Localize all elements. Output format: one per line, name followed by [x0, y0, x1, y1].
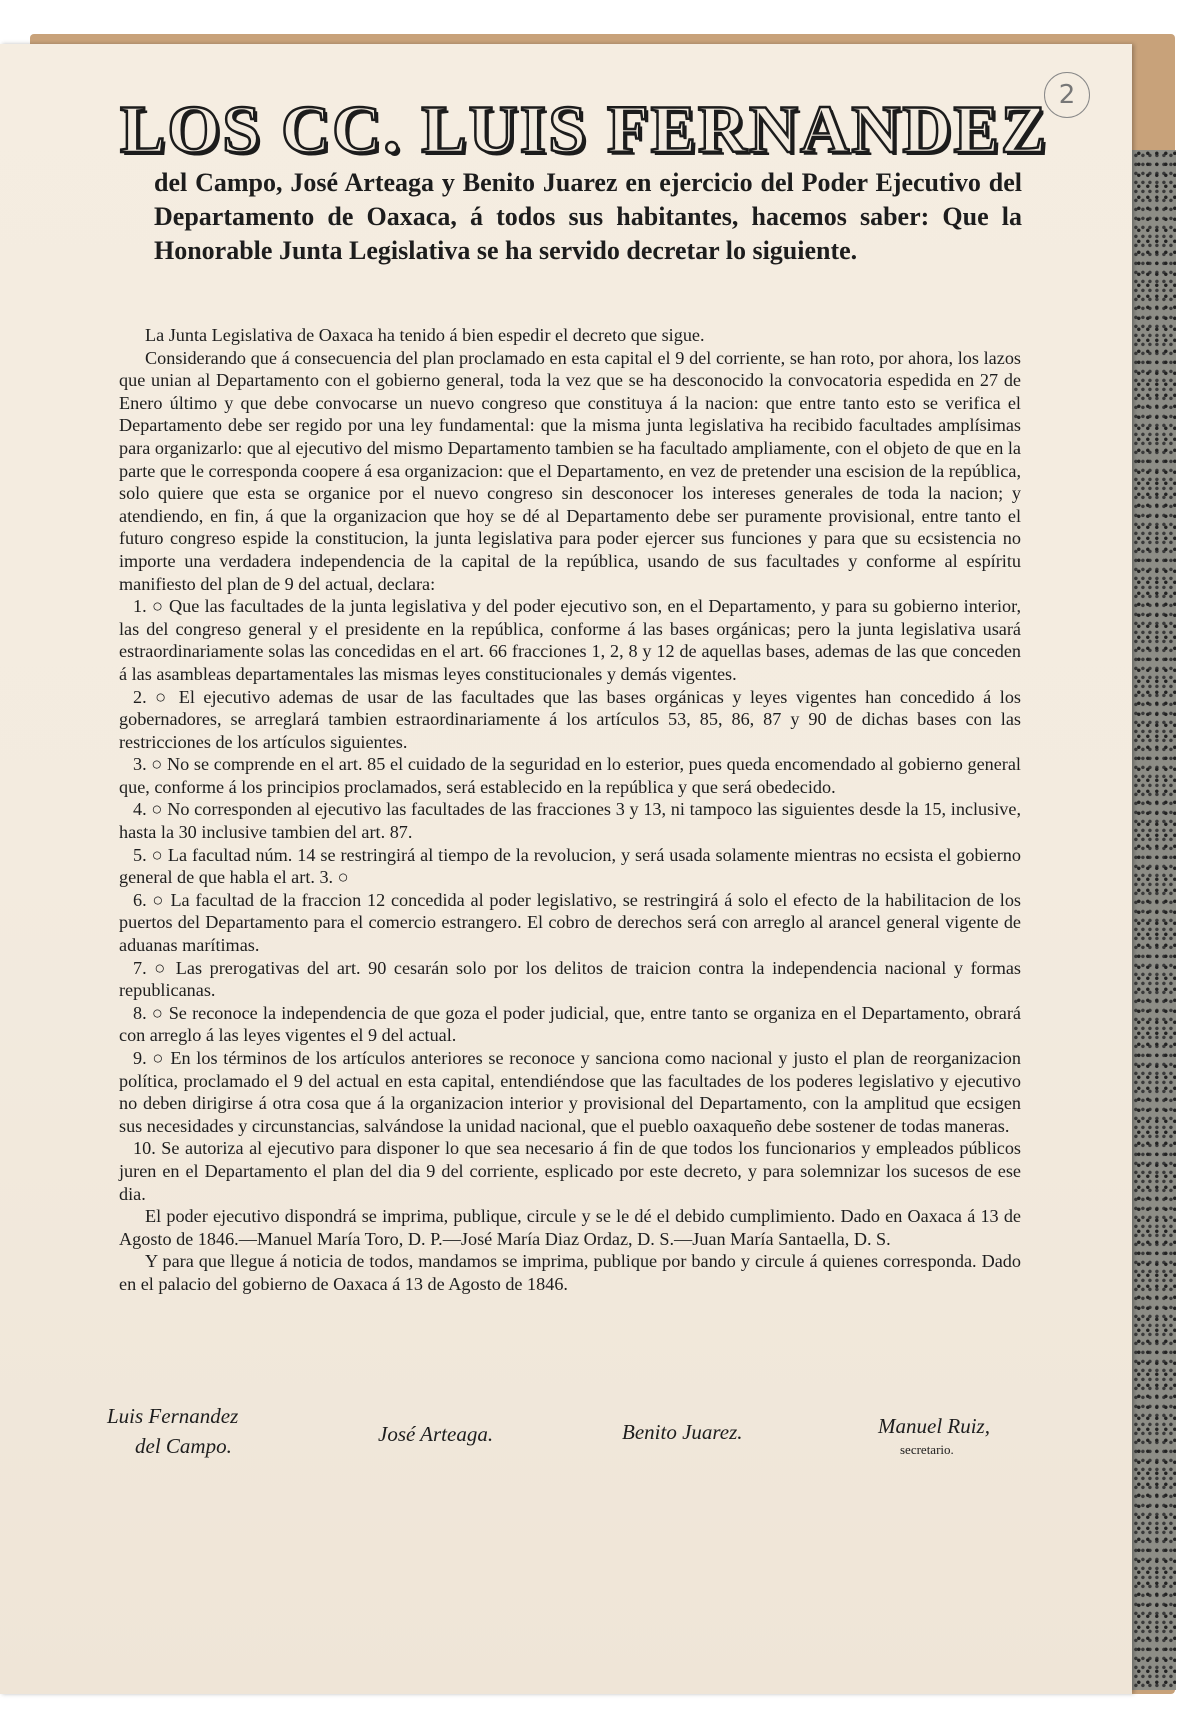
article-1: 1. ○ Que las facultades de la junta legislativa y del poder ejecutivo son, en el Departamento, y para su gobierno interior, las del congreso general y el presidente en la república, conforme á las bases orgánicas; pero la junta legislativa usará estraordinariamente solas las concedidas en el art. 66 fracciones 1, 2, 8 y 12 de aquellas bases, ademas de las que conceden á las asambleas departamentales las mismas leyes constitucionales y demás vigentes.: [119, 596, 1021, 684]
article-5: 5. ○ La facultad núm. 14 se restringirá al tiempo de la revolucion, y será usada solamente mientras no ecsista el gobierno general de que habla el art. 3. ○: [119, 844, 1021, 888]
signature-ruiz-role: secretario.: [900, 1442, 954, 1457]
article-4: 4. ○ No corresponden al ejecutivo las facultades de las fracciones 3 y 13, ni tampoco las siguientes desde la 15, inclusive, hasta la 30 inclusive tambien del art. 87.: [119, 799, 1021, 843]
decree-paragraph: Considerando que á consecuencia del plan proclamado en esta capital el 9 del corriente, se han roto, por ahora, los lazos que unian al Departamento con el gobierno general, toda la vez que se ha desconocido la convocatoria espedida en 27 de Enero último y que debe convocarse un nuevo congreso que constituya á la nacion: que entre tanto esto se verifica el Departamento debe ser regido por una ley fundamental: que la misma junta legislativa ha recibido facultades amplísimas para organizarlo: que al ejecutivo del mismo Departamento tambien se ha facultado ampliamente, con el objeto de que en la parte que le corresponda coopere á esa organizacion: que el Departamento, en vez de pretender una escision de la república, solo quiere que esta se organice por el nuevo congreso sin desconocer los intereses generales de toda la nacion; y atendiendo, en fin, á que la organizacion que hoy se dé al Departamento debe ser puramente provisional, entre tanto el futuro congreso espide la constitucion, la junta legislativa para poder ejercer sus funciones y para que su ecsistencia no importe una verdadera independencia de la capital de la república, usando de sus facultades y conforme al espíritu manifiesto del plan de 9 del actual, declara:: [119, 347, 1021, 594]
article-6: 6. ○ La facultad de la fraccion 12 concedida al poder legislativo, se restringirá á solo el efecto de la habilitacion de los puertos del Departamento para el comercio estrangero. El cobro de derechos será con arreglo al arancel general vigente de aduanas marítimas.: [119, 889, 1021, 956]
article-7: 7. ○ Las prerogativas del art. 90 cesarán solo por los delitos de traicion contra la independencia nacional y formas republicanas.: [119, 957, 1021, 1001]
closing-paragraph: El poder ejecutivo dispondrá se imprima, publique, circule y se le dé el debido cumplimiento. Dado en Oaxaca á 13 de Agosto de 1846.—Manuel María Toro, D. P.—José María Diaz Ordaz, D. S.—Juan María Santaella, D. S.: [119, 1206, 1021, 1249]
decree-body: [119, 324, 1021, 1296]
article-8: 8. ○ Se reconoce la independencia de que goza el poder judicial, que, entre tanto se organiza en el Departamento, obrará con arreglo á las leyes vigentes el 9 del actual.: [119, 1002, 1021, 1046]
article-9: 9. ○ En los términos de los artículos anteriores se reconoce y sanciona como nacional y justo el plan de reorganizacion política, proclamado el 9 del actual en esta capital, entendiéndose que las facultades de los poderes legislativo y ejecutivo no deben dirigirse á otra cosa que á la organizacion interior y provisional del Departamento, con la amplitud que ecsigen sus necesidades y circunstancias, salvándose la unidad nacional, que el pueblo oaxaqueño debe sostener de todas maneras.: [119, 1048, 1021, 1136]
intro-paragraph: del Campo, José Arteaga y Benito Juarez en ejercicio del Poder Ejecutivo del Departamento de Oaxaca, á todos sus habitantes, hacemos saber: Que la Honorable Junta Legislativa se ha servido decretar lo siguiente.: [154, 168, 1022, 265]
headline: LOS CC. LUIS FERNANDEZ: [120, 91, 1049, 167]
signature-fernandez-line1: Luis Fernandez: [107, 1404, 239, 1428]
decree-paragraph: La Junta Legislativa de Oaxaca ha tenido á bien espedir el decreto que sigue.: [145, 325, 705, 345]
signature-juarez: Benito Juarez.: [622, 1420, 743, 1444]
article-2: 2. ○ El ejecutivo ademas de usar de las facultades que las bases orgánicas y leyes vigentes han concedido á los gobernadores, se arreglará tambien estraordinariamente á los artículos 53, 85, 86, 87 y 90 de dichas bases con las restricciones de los artículos siguientes.: [119, 686, 1021, 752]
signature-fernandez-line2: del Campo.: [135, 1434, 232, 1458]
article-10: 10. Se autoriza al ejecutivo para disponer lo que sea necesario á fin de que todos los funcionarios y empleados públicos juren en el Departamento el plan del dia 9 del corriente, esplicado por este decreto, y para solemnizar los sucesos de ese dia.: [119, 1138, 1021, 1204]
closing-paragraph: Y para que llegue á noticia de todos, mandamos se imprima, publique por bando y circule á quienes corresponda. Dado en el palacio del gobierno de Oaxaca á 13 de Agosto de 1846.: [119, 1251, 1021, 1294]
signature-arteaga: José Arteaga.: [378, 1422, 494, 1446]
article-3: 3. ○ No se comprende en el art. 85 el cuidado de la seguridad en lo esterior, pues queda encomendado al gobierno general que, conforme á los principios proclamados, será establecido en la república y que será obedecido.: [119, 754, 1021, 797]
signature-ruiz: Manuel Ruiz,: [878, 1414, 990, 1438]
page-number-mark: 2: [1044, 72, 1090, 118]
